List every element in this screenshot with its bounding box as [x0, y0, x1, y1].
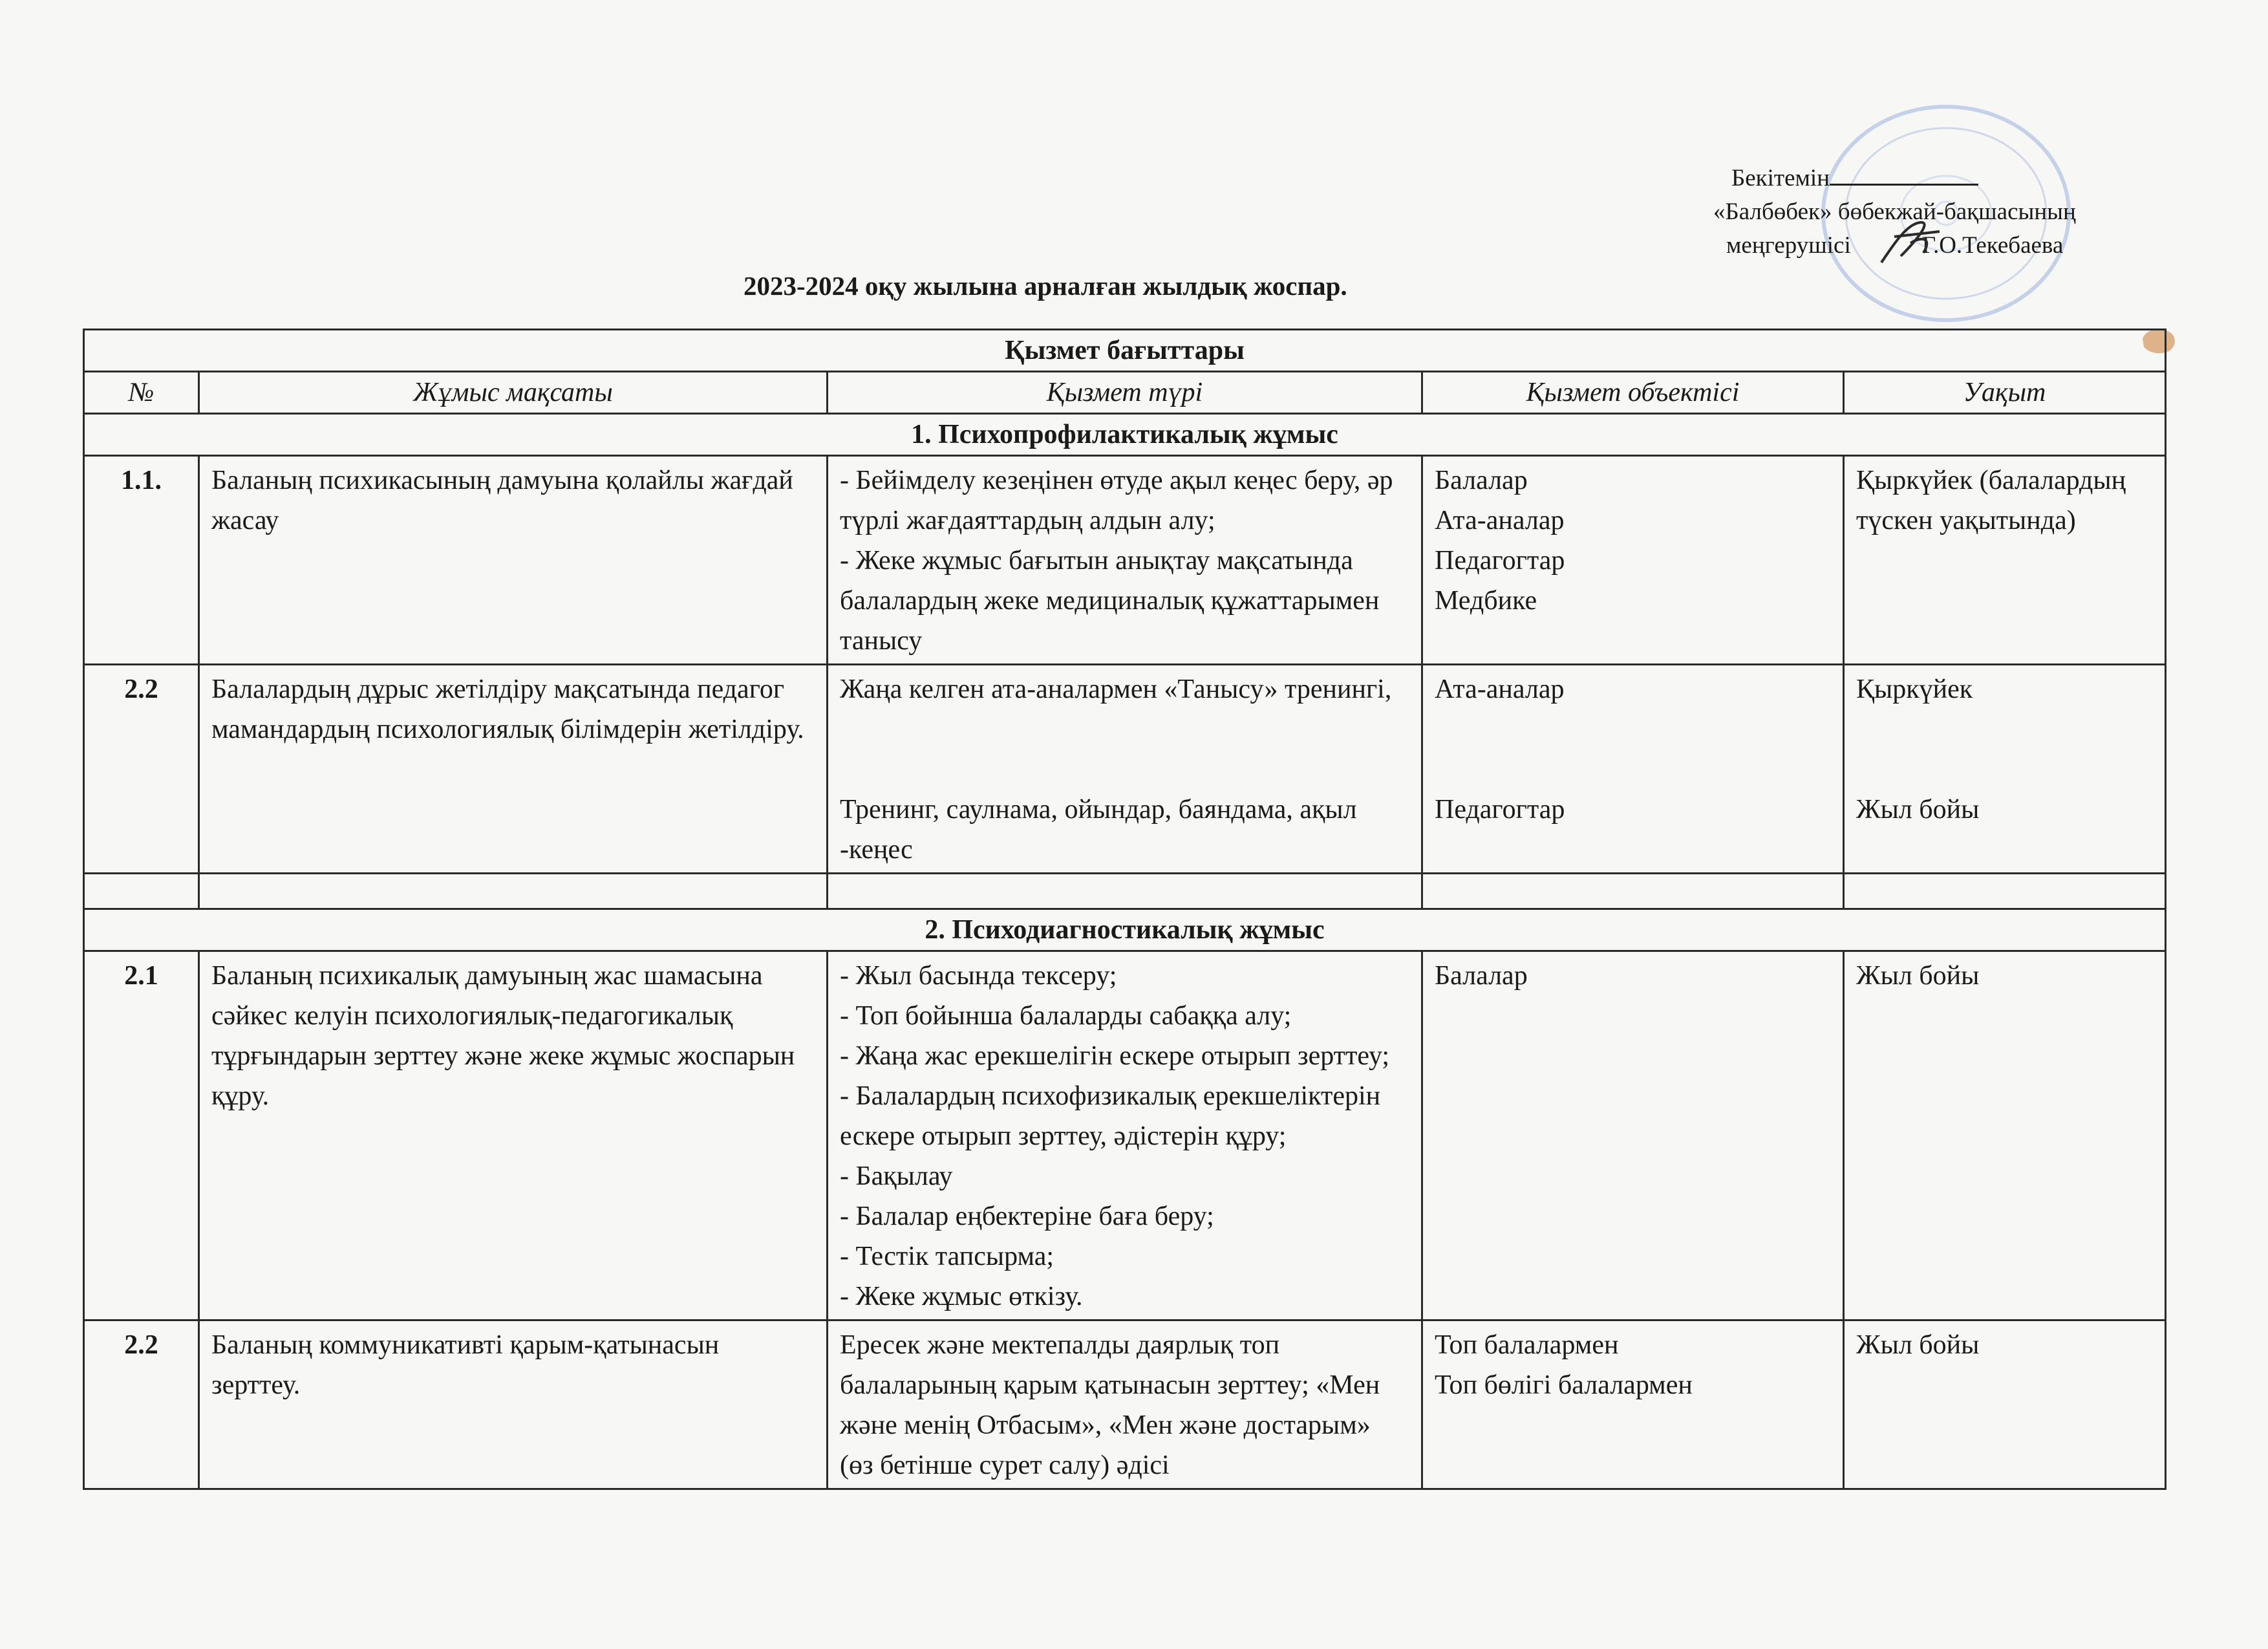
activity-item: - Жеке жұмыс бағытын анықтау мақсатында балалардың жеке медициналық құжаттарымен танысу	[840, 546, 1380, 656]
section-title: 1. Психопрофилактикалық жұмыс	[84, 414, 2166, 456]
activity-item: - Бейімделу кезеңінен өтуде ақыл кеңес беру, әр түрлі жағдаяттардың алдын алу;	[840, 466, 1393, 535]
approve-line	[1713, 162, 2205, 195]
approval-block	[1713, 162, 2205, 263]
activity-item: Жаңа келген ата-аналармен «Танысу» тренингі,	[840, 674, 1392, 704]
object-item: Педагогтар	[1435, 546, 1565, 576]
table-header-row	[84, 372, 2166, 414]
empty-row	[84, 874, 2166, 909]
object-item: Ата-аналар	[1435, 674, 1565, 704]
section-title: 2. Психодиагностикалық жұмыс	[84, 909, 2166, 951]
row-object: Балалар	[1422, 951, 1844, 1320]
column-header-num: №	[84, 372, 199, 414]
time-item: Жыл бойы	[1856, 795, 1980, 824]
approve-label: Бекітемін	[1731, 165, 1830, 191]
row-goal: Балалардың дұрыс жетілдіру мақсатында педагог мамандардың психологиялық білімдерін жетілдіру.	[199, 665, 828, 874]
row-activity	[828, 665, 1422, 874]
table-row	[84, 1320, 2166, 1489]
object-item: Топ балалармен	[1435, 1330, 1619, 1360]
row-activity: Ересек және мектепалды даярлық топ балаларының қарым қатынасын зерттеу; «Мен және менің Отбасым», «Мен және достарым» (өз бетінше сурет салу) әдісі	[828, 1320, 1422, 1489]
row-object	[1422, 665, 1844, 874]
head-label: меңгерушісі	[1726, 232, 1851, 259]
activity-item: - Бақылау	[840, 1161, 953, 1191]
head-line	[1713, 229, 2205, 263]
object-item: Топ бөлігі балалармен	[1435, 1370, 1693, 1400]
column-header-activity: Қызмет түрі	[828, 372, 1422, 414]
activity-item: - Балалар еңбектеріне баға беру;	[840, 1202, 1214, 1231]
column-header-time: Уақыт	[1844, 372, 2166, 414]
activity-item: - Топ бойынша балаларды сабаққа алу;	[840, 1001, 1292, 1031]
activity-item: Тренинг, саулнама, ойындар, баяндама, ақыл -кеңес	[840, 795, 1357, 865]
signature-blank	[1830, 162, 1978, 186]
organization-line: «Балбөбек» бөбекжай-бақшасының	[1713, 199, 2076, 225]
column-header-goal: Жұмыс мақсаты	[199, 372, 828, 414]
activity-item: - Балалардың психофизикалық ерекшеліктерін ескере отырып зерттеу, әдістерін құру;	[840, 1081, 1381, 1151]
row-number: 1.1.	[84, 456, 199, 665]
row-time: Қыркүйек (балалардың түскен уақытында)	[1844, 456, 2166, 665]
object-item: Балалар	[1435, 466, 1528, 495]
row-time	[1844, 665, 2166, 874]
table-row	[84, 665, 2166, 874]
object-item: Педагогтар	[1435, 795, 1565, 824]
column-header-object: Қызмет объектісі	[1422, 372, 1844, 414]
row-time: Жыл бойы	[1844, 951, 2166, 1320]
row-object	[1422, 456, 1844, 665]
time-item: Қыркүйек	[1856, 674, 1973, 704]
object-item: Медбике	[1435, 586, 1537, 616]
activity-item: - Тестік тапсырма;	[840, 1242, 1054, 1271]
head-name: Г.О.Текебаева	[1921, 232, 2064, 259]
activity-item: - Жыл басында тексеру;	[840, 961, 1117, 991]
document-title: 2023-2024 оқу жылына арналған жылдық жоспар.	[744, 271, 1347, 301]
row-goal: Баланың коммуникативті қарым-қатынасын зерттеу.	[199, 1320, 828, 1489]
row-activity	[828, 456, 1422, 665]
row-goal: Баланың психикалық дамуының жас шамасына сәйкес келуін психологиялық-педагогикалық тұрғындарын зерттеу және жеке жұмыс жоспарын құру.	[199, 951, 828, 1320]
activity-item: - Жаңа жас ерекшелігін ескере отырып зерттеу;	[840, 1041, 1390, 1071]
activity-item: - Жеке жұмыс өткізу.	[840, 1282, 1083, 1311]
row-time: Жыл бойы	[1844, 1320, 2166, 1489]
row-goal: Баланың психикасының дамуына қолайлы жағдай жасау	[199, 456, 828, 665]
table-row	[84, 951, 2166, 1320]
row-number: 2.2	[84, 665, 199, 874]
table-banner: Қызмет бағыттары	[84, 330, 2166, 372]
row-activity	[828, 951, 1422, 1320]
row-object	[1422, 1320, 1844, 1489]
object-item: Ата-аналар	[1435, 506, 1565, 535]
row-number: 2.2	[84, 1320, 199, 1489]
table-row	[84, 456, 2166, 665]
row-number: 2.1	[84, 951, 199, 1320]
plan-table	[83, 329, 2166, 1490]
